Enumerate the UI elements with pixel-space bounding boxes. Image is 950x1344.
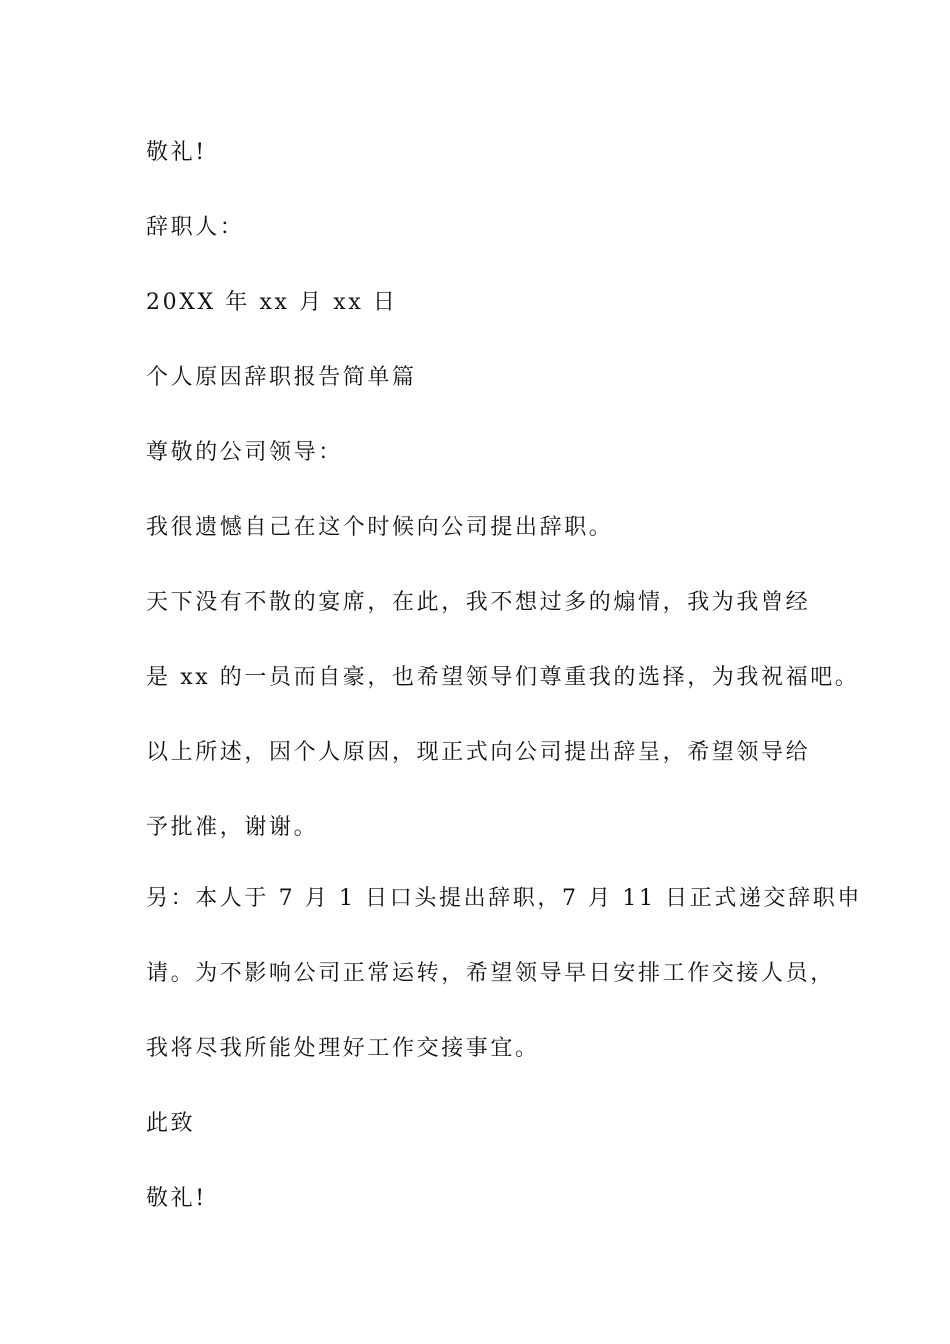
body-line-5: 予批准，谢谢。	[146, 815, 319, 840]
date-line: 20XX 年 xx 月 xx 日	[146, 290, 398, 315]
body-line-6: 另：本人于 7 月 1 日口头提出辞职，7 月 11 日正式递交辞职申	[146, 886, 862, 911]
closing-salute-bottom: 敬礼!	[146, 1186, 207, 1211]
resigner-label: 辞职人：	[146, 215, 245, 240]
body-line-2: 天下没有不散的宴席，在此，我不想过多的煽情，我为我曾经	[146, 590, 811, 615]
body-line-3: 是 xx 的一员而自豪，也希望领导们尊重我的选择，为我祝福吧。	[146, 665, 860, 690]
body-line-4: 以上所述，因个人原因，现正式向公司提出辞呈，希望领导给	[146, 740, 811, 765]
body-line-1: 我很遗憾自己在这个时候向公司提出辞职。	[146, 515, 614, 540]
body-line-8: 我将尽我所能处理好工作交接事宜。	[146, 1036, 540, 1061]
body-line-7: 请。为不影响公司正常运转，希望领导早日安排工作交接人员，	[146, 961, 835, 986]
salutation: 尊敬的公司领导：	[146, 440, 343, 465]
closing-salute-top: 敬礼!	[146, 140, 207, 165]
closing-phrase: 此致	[146, 1111, 196, 1136]
section-title: 个人原因辞职报告简单篇	[146, 365, 417, 390]
